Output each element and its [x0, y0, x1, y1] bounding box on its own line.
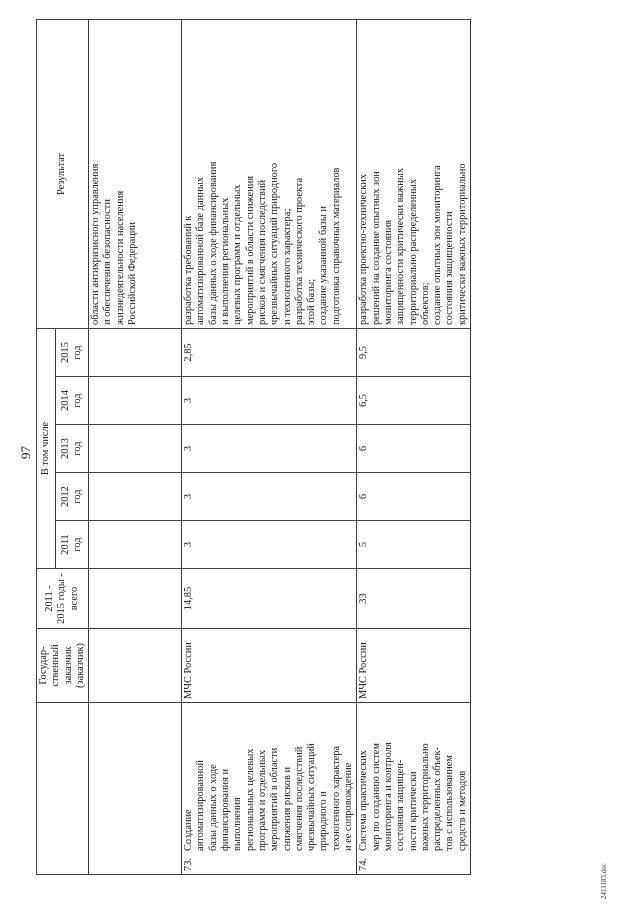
header-including: В том числе	[37, 329, 56, 569]
header-year-2011: 2011 год	[55, 521, 89, 569]
row-name-cell	[357, 703, 471, 875]
row-2014: 6,5	[357, 377, 471, 425]
header-name-cell	[37, 703, 89, 875]
document-code: 2411183.doc	[600, 863, 608, 899]
row-2015: 9,5	[357, 329, 471, 377]
header-year-2014: 2014 год	[55, 377, 89, 425]
program-table	[36, 19, 471, 875]
header-row-1	[37, 20, 56, 875]
table-row	[182, 20, 357, 875]
row-number: 74.	[358, 858, 370, 871]
row-name: Система практических мер по созданию систем мониторинга и контроля состояния защищен- ности критически важных территориально распределенных объек- тов с использованием средств и методов	[358, 742, 468, 851]
cont-2013-cell	[89, 425, 182, 473]
header-result: Результат	[37, 20, 89, 329]
row-result: разработка проектно-технических решений на создание опытных зон мониторинга состояния защищенности критически важных территориально распределенных объектов; создание опытных зон мониторинга состояния защищенности критически важных территориально	[357, 20, 471, 329]
row-2011: 5	[357, 521, 471, 569]
row-name: Создание автоматизированной базы данных о ходе финансирования и выполнения региональных целевых программ и отдельных мероприятий в области снижения рисков и смягчения последствий чрезвычайных ситуаций природного и техногенного характера и ее сопровождение	[183, 743, 355, 851]
page-number: 97	[18, 446, 33, 459]
row-2012: 6	[357, 473, 471, 521]
row-number: 73.	[183, 858, 195, 871]
row-customer: МЧС России	[182, 629, 357, 703]
header-year-2015: 2015 год	[55, 329, 89, 377]
row-result: разработка требований к автоматизированной базе данных базы данных о ходе финансирования и выполнения региональных целевых программ и отдельных мероприятий в области снижения рисков и смягчения последствий чрезвычайных ситуаций природного и техногенного характера; разработка технического проекта этой базы; создание указанной базы и подготовка справочных материалов	[182, 20, 357, 329]
cont-total-cell	[89, 569, 182, 629]
header-total: 2011 - 2015 годы - всего	[37, 569, 89, 629]
cont-2014-cell	[89, 377, 182, 425]
row-2011: 3	[182, 521, 357, 569]
row-2014: 3	[182, 377, 357, 425]
row-2012: 3	[182, 473, 357, 521]
row-customer: МЧС России	[357, 629, 471, 703]
row-total: 14,85	[182, 569, 357, 629]
cont-name-cell	[89, 703, 182, 875]
row-total: 33	[357, 569, 471, 629]
header-year-2013: 2013 год	[55, 425, 89, 473]
cont-2011-cell	[89, 521, 182, 569]
cont-customer-cell	[89, 629, 182, 703]
cont-2012-cell	[89, 473, 182, 521]
row-name-cell	[182, 703, 357, 875]
header-year-2012: 2012 год	[55, 473, 89, 521]
row-2015: 2,85	[182, 329, 357, 377]
row-2013: 3	[182, 425, 357, 473]
continuation-row	[89, 20, 182, 875]
row-2013: 6	[357, 425, 471, 473]
header-customer: Государ- ственный заказчик (заказчик)	[37, 629, 89, 703]
continuation-result: области антикризисного управления и обеспечения безопасности жизнедеятельности населения Российской Федерации	[89, 20, 182, 329]
cont-2015-cell	[89, 329, 182, 377]
table-row	[357, 20, 471, 875]
